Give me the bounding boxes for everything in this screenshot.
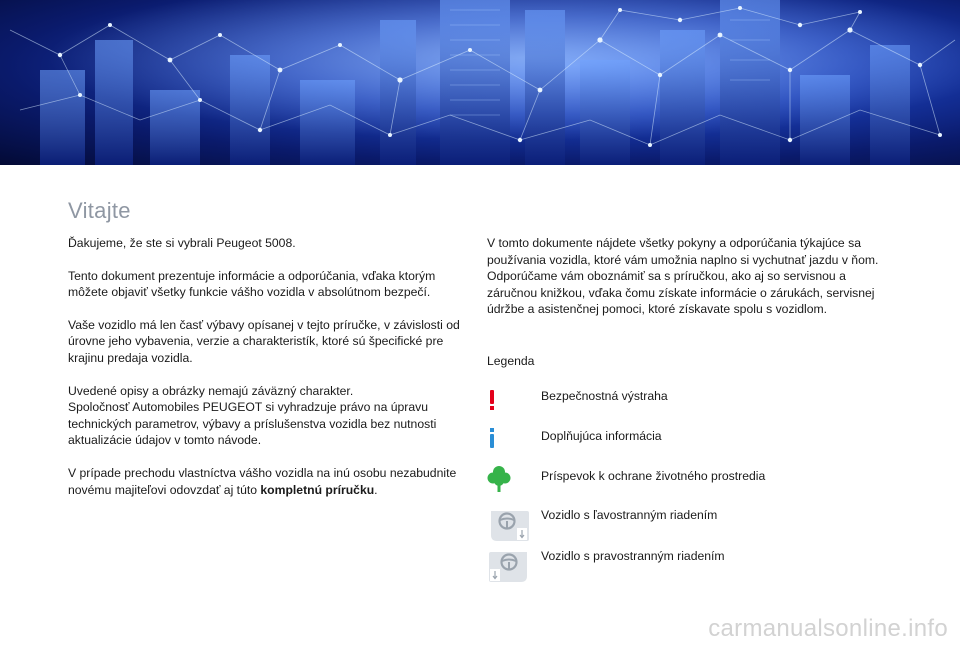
intro-paragraph-instructions: V tomto dokumente nájdete všetky pokyny a odporúčania týkajúce sa používania vozidla, ktoré vám umožnia naplno si vychutnať jazdu v ňom. Odporúčame vám oboznámiť sa s príručkou, ako aj so servisnou a záručnou knižkou, vďaka čomu získate informácie o zárukách, servisnej údržbe a asistenčnej pomoci, ktoré získavate spolu s vozidlom. (487, 236, 879, 317)
legend-item-right-hand-drive (487, 549, 927, 583)
intro-paragraph-document: Tento dokument prezentuje informácie a odporúčania, vďaka ktorým môžete objaviť všetky funkcie vášho vozidla v absolútnom bezpečí. (68, 268, 436, 300)
disclaimer-line-2: Spoločnosť Automobiles PEUGEOT si vyhradzuje právo na úpravu technických parametrov, výbavy a príslušenstva vozidla bez nutnosti aktualizácie údajov v tomto návode. (68, 400, 437, 448)
ownership-end: . (374, 482, 378, 497)
ownership-bold-text: kompletnú príručku (260, 482, 375, 497)
legend-item-label: Vozidlo s pravostranným riadením (541, 549, 725, 563)
legend-item-left-hand-drive (487, 508, 927, 542)
legend-item-safety-warning (487, 383, 927, 413)
header-image-city-network (0, 0, 960, 165)
legend-item-additional-info (487, 423, 927, 453)
intro-paragraph-thanks: Ďakujeme, že ste si vybrali Peugeot 5008. (68, 236, 296, 250)
legend-item-environment (487, 463, 927, 493)
legend-title: Legenda (487, 354, 535, 368)
legend-item-label: Príspevok k ochrane životného prostredia (541, 469, 766, 483)
exclamation-icon (487, 383, 527, 413)
legend-item-label: Doplňujúca informácia (541, 429, 662, 443)
intro-paragraph-ownership (68, 465, 468, 498)
intro-right-column (487, 235, 887, 334)
left-hand-drive-icon (487, 508, 527, 542)
intro-left-column (68, 235, 468, 514)
ownership-text: V prípade prechodu vlastníctva vášho vozidla na inú osobu nezabudnite novému majiteľovi odovzdať aj túto (68, 465, 457, 497)
legend-item-label: Bezpečnostná výstraha (541, 389, 668, 403)
intro-paragraph-equipment: Vaše vozidlo má len časť výbavy opísanej v tejto príručke, v závislosti od úrovne jeho vybavenia, verzie a charakteristík, ktoré sú špecifické pre krajinu predaja vozidla. (68, 317, 460, 365)
city-network-graphic (0, 0, 960, 165)
disclaimer-line-1: Uvedené opisy a obrázky nemajú záväzný charakter. (68, 383, 354, 398)
intro-paragraph-disclaimer (68, 383, 468, 449)
page-title: Vitajte (68, 198, 131, 223)
tree-icon (487, 463, 527, 493)
watermark[interactable]: carmanualsonline.info (708, 615, 948, 642)
legend-item-label: Vozidlo s ľavostranným riadením (541, 508, 718, 522)
right-hand-drive-icon (487, 549, 527, 583)
info-icon (487, 423, 527, 453)
